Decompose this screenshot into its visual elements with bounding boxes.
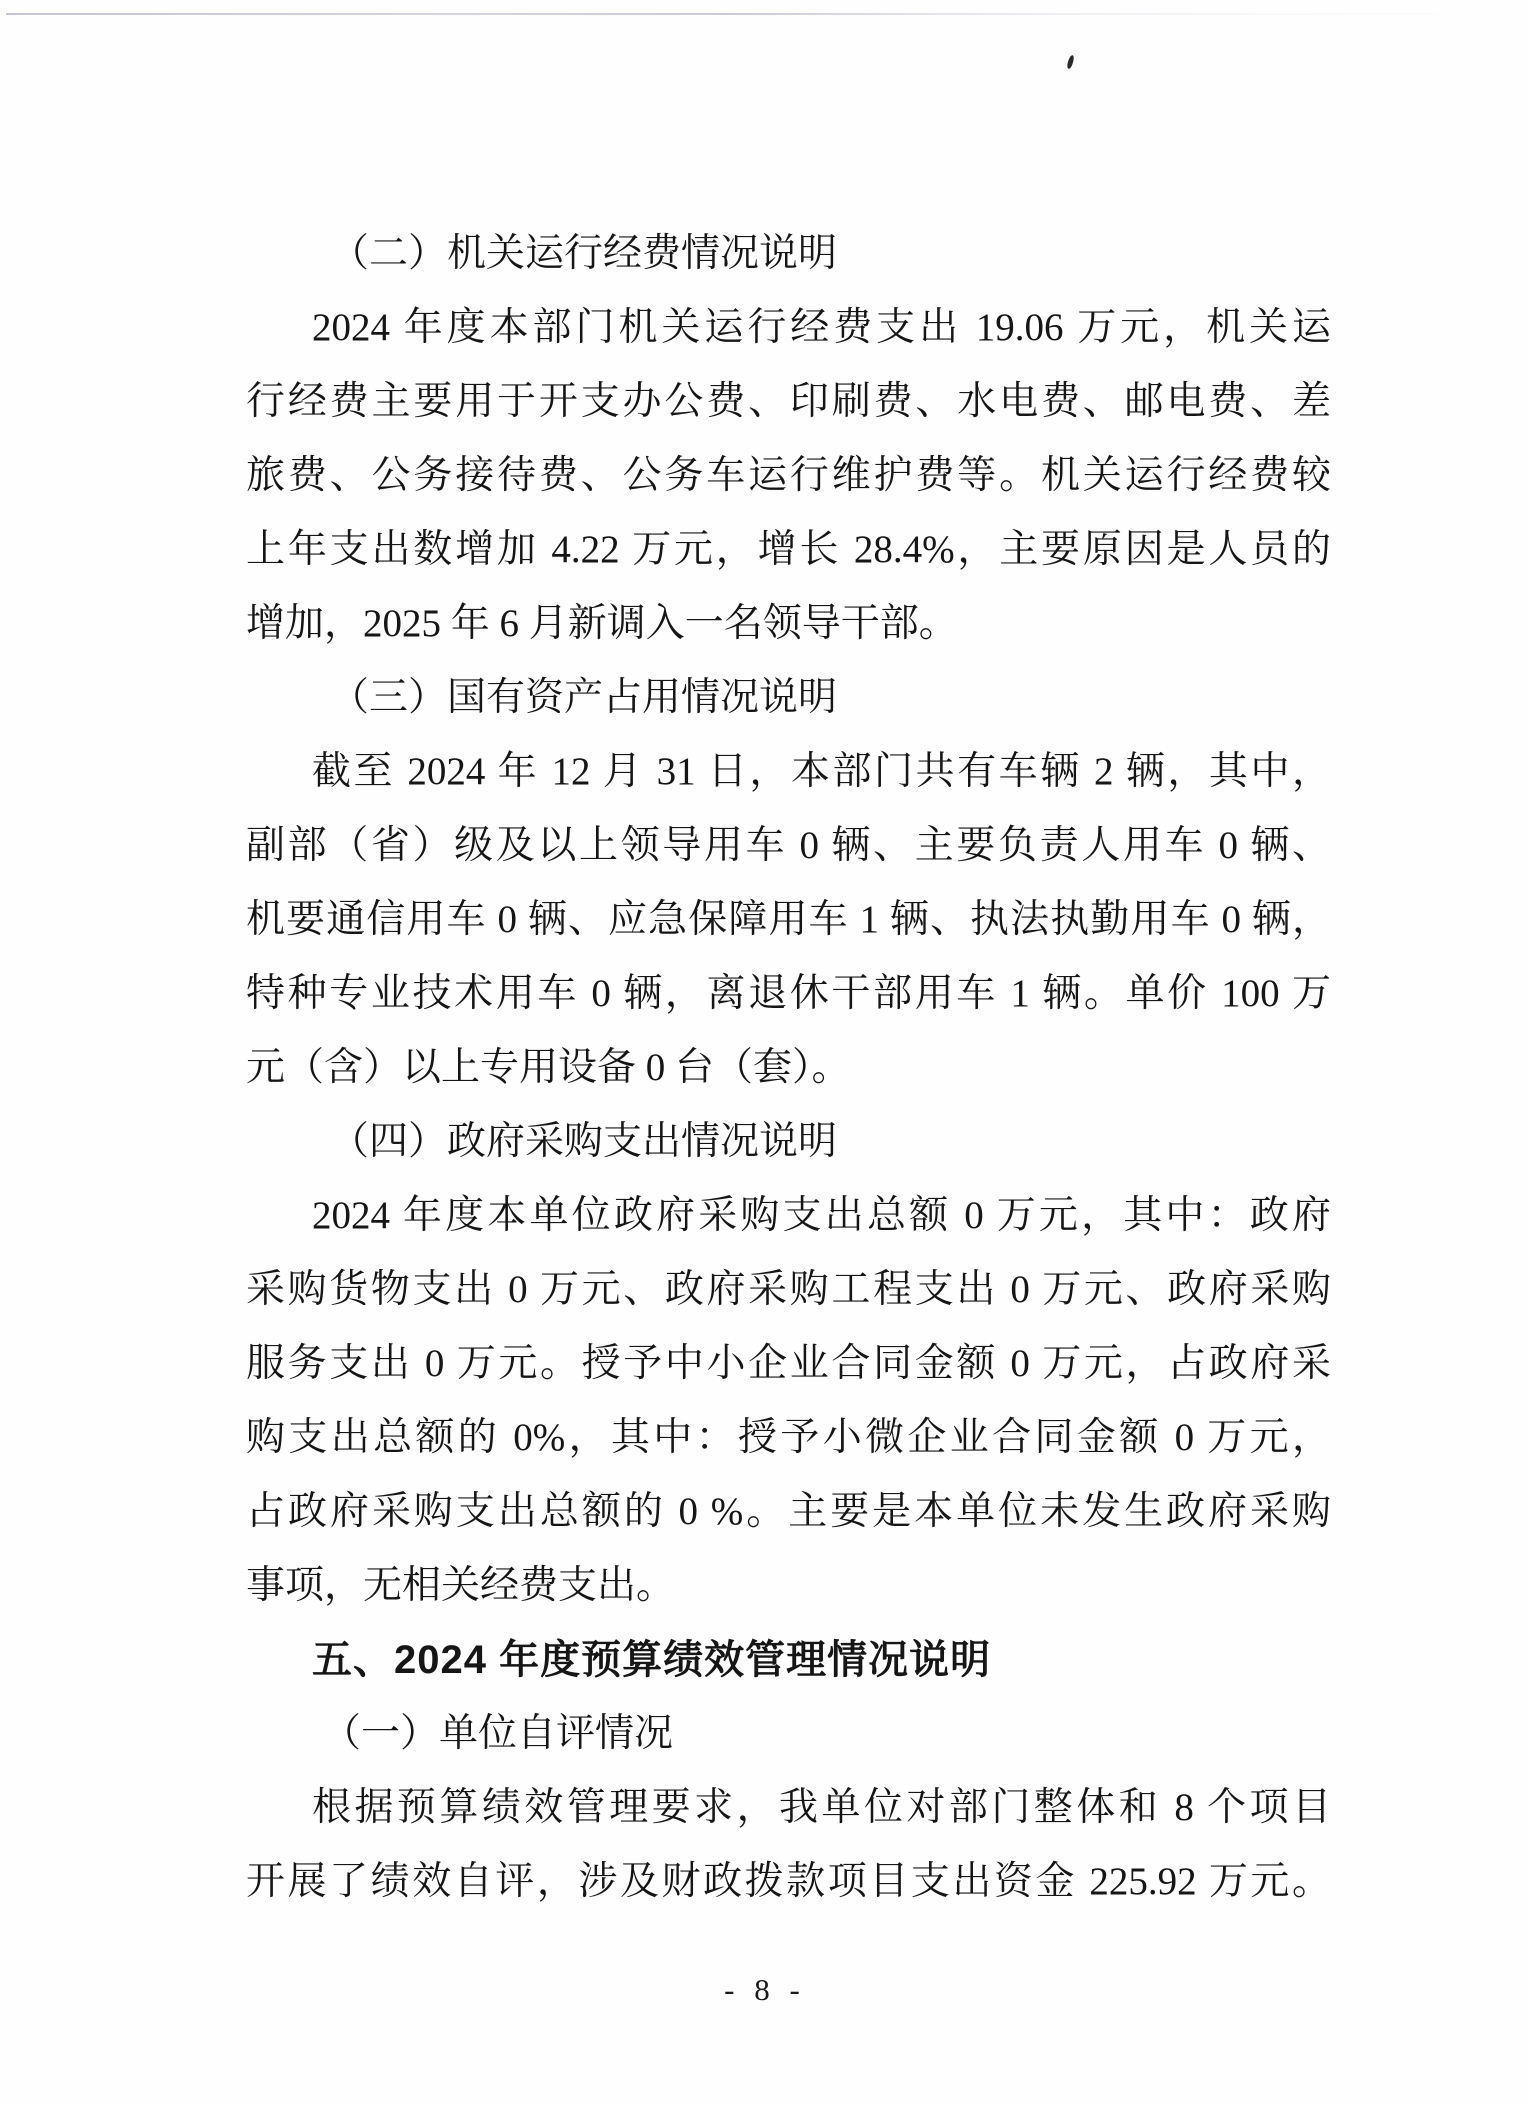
ink-speck [1066, 55, 1074, 70]
text-line: 服务支出 0 万元。授予中小企业合同金额 0 万元，占政府采 [246, 1342, 1331, 1385]
text-line: 事项，无相关经费支出。 [246, 1564, 676, 1607]
text-line: 开展了绩效自评，涉及财政拨款项目支出资金 225.92 万元。 [246, 1860, 1331, 1903]
text-line: 旅费、公务接待费、公务车运行维护费等。机关运行经费较 [246, 454, 1331, 497]
text-line: 截至 2024 年 12 月 31 日，本部门共有车辆 2 辆，其中， [312, 750, 1331, 793]
text-line: 行经费主要用于开支办公费、印刷费、水电费、邮电费、差 [246, 380, 1331, 423]
section-heading: 五、2024 年度预算绩效管理情况说明 [312, 1638, 992, 1682]
text-line: 占政府采购支出总额的 0 %。主要是本单位未发生政府采购 [246, 1490, 1331, 1533]
text-line: 机要通信用车 0 辆、应急保障用车 1 辆、执法执勤用车 0 辆， [246, 898, 1331, 941]
section-heading: （三）国有资产占用情况说明 [330, 676, 838, 719]
text-line: 特种专业技术用车 0 辆，离退休干部用车 1 辆。单价 100 万 [246, 972, 1331, 1015]
text-line: 副部（省）级及以上领导用车 0 辆、主要负责人用车 0 辆、 [246, 824, 1331, 867]
section-heading: （二）机关运行经费情况说明 [330, 232, 838, 275]
document-body [246, 217, 1331, 1919]
text-line: 增加，2025 年 6 月新调入一名领导干部。 [246, 602, 958, 645]
scan-artifact-line [6, 13, 1506, 15]
text-line: 根据预算绩效管理要求，我单位对部门整体和 8 个项目 [312, 1786, 1331, 1829]
text-line: 2024 年度本部门机关运行经费支出 19.06 万元，机关运 [312, 306, 1331, 349]
text-line: 2024 年度本单位政府采购支出总额 0 万元，其中：政府 [312, 1194, 1331, 1237]
page-number: - 8 - [724, 1972, 806, 2007]
text-line: 采购货物支出 0 万元、政府采购工程支出 0 万元、政府采购 [246, 1268, 1331, 1311]
text-line: 元（含）以上专用设备 0 台（套）。 [246, 1046, 851, 1089]
section-heading: （四）政府采购支出情况说明 [330, 1120, 838, 1163]
text-line: 购支出总额的 0%，其中：授予小微企业合同金额 0 万元， [246, 1416, 1331, 1459]
section-heading: （一）单位自评情况 [322, 1712, 674, 1755]
text-line: 上年支出数增加 4.22 万元，增长 28.4%，主要原因是人员的 [246, 528, 1331, 571]
